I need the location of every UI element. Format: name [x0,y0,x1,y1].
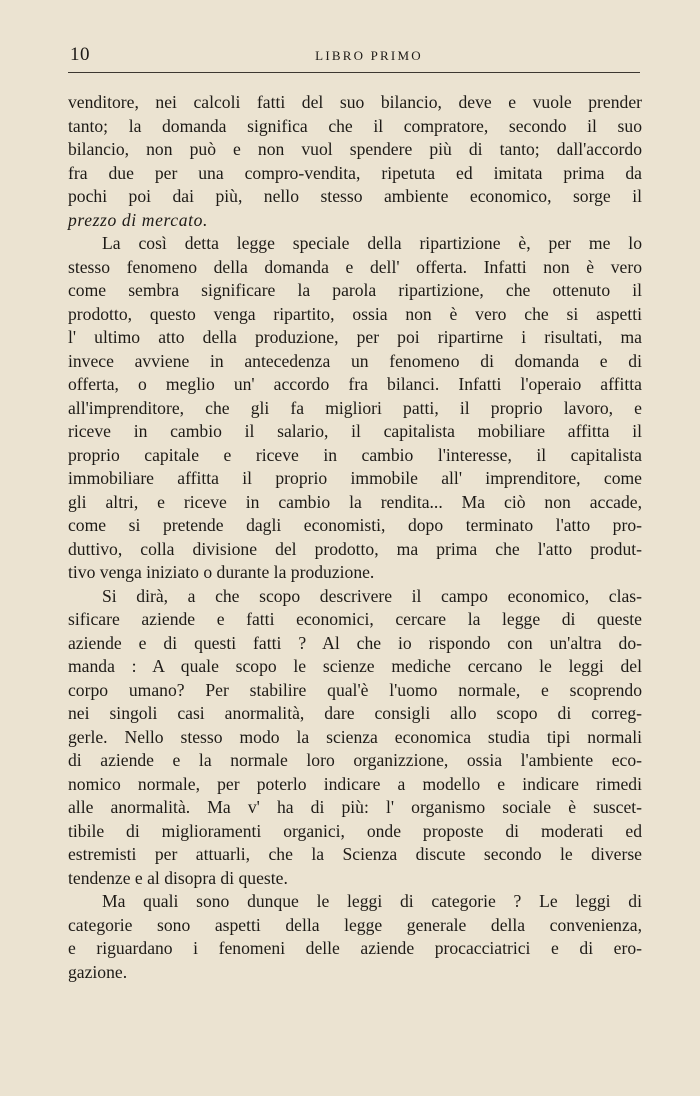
page-header [68,42,640,72]
text-line: tibile di miglioramenti organici, onde proposte di moderati ed [68,820,642,841]
text-line: stesso fenomeno della domanda e dell' offerta. Infatti non è vero [68,256,642,277]
text-line: sificare aziende e fatti economici, cercare la legge di queste [68,609,642,629]
text-line: prezzo di mercato. [68,209,208,230]
text-line: e riguardano i fenomeni delle aziende procacciatrici e di ero- [68,938,642,958]
text-line: immobiliare affitta il proprio immobile all' imprenditore, come [68,468,642,488]
text-line: duttivo, colla divisione del prodotto, ma prima che l'atto produt- [68,538,642,559]
text-line: di aziende e la normale loro organizzione, ossia l'ambiente eco- [68,750,642,770]
text-line: aziende e di questi fatti ? Al che io rispondo con un'altra do- [68,632,642,653]
text-line: come si pretende dagli economisti, dopo terminato l'atto pro- [68,515,642,535]
paragraph-1 [68,91,642,232]
text-line: l' ultimo atto della produzione, per poi ripartirne i risultati, ma [68,327,642,347]
text-line: offerta, o meglio un' accordo fra bilanci. Infatti l'operaio affitta [68,374,642,394]
text-line: all'imprenditore, che gli fa migliori patti, il proprio lavoro, e [68,397,642,418]
header-rule [68,72,640,73]
text-line: riceve in cambio il salario, il capitalista mobiliare affitta il [68,421,642,441]
running-title: LIBRO PRIMO [315,48,423,63]
text-line: gazione. [68,961,128,982]
text-line: prodotto, questo venga ripartito, ossia non è vero che si aspetti [68,303,642,324]
text-line: fra due per una compro-vendita, ripetuta ed imitata prima da [68,162,642,183]
text-line: corpo umano? Per stabilire qual'è l'uomo normale, e scoprendo [68,679,642,700]
text-line: alle anormalità. Ma v' ha di più: l' organismo sociale è suscet- [68,797,642,817]
text-line: come sembra significare la parola ripartizione, che ottenuto il [68,280,642,300]
paragraph-3 [68,585,642,891]
paragraph-2 [68,232,642,585]
text-line: venditore, nei calcoli fatti del suo bilancio, deve e vuole prender [68,92,642,112]
body-text [68,91,642,984]
text-line: tendenze e al disopra di queste. [68,867,288,888]
text-line: Ma quali sono dunque le leggi di categorie ? Le leggi di [102,891,642,911]
text-line: nei singoli casi anormalità, dare consigli allo scopo di correg- [68,703,642,723]
text-line: La così detta legge speciale della ripartizione è, per me lo [102,233,642,253]
text-line: nomico normale, per poterlo indicare a modello e indicare rimedi [68,773,642,794]
text-line: tanto; la domanda significa che il compratore, secondo il suo [68,115,642,136]
text-line: invece avviene in antecedenza un fenomeno di domanda e di [68,350,642,371]
text-line: gli altri, e riceve in cambio la rendita... Ma ciò non accade, [68,491,642,512]
text-line: manda : A quale scopo le scienze mediche cercano le leggi del [68,656,642,676]
text-line: gerle. Nello stesso modo la scienza economica studia tipi normali [68,726,642,747]
text-line: categorie sono aspetti della legge generale della convenienza, [68,914,642,935]
text-line: proprio capitale e riceve in cambio l'interesse, il capitalista [68,444,642,465]
text-line: bilancio, non può e non vuol spendere più di tanto; dall'accordo [68,139,642,159]
paragraph-4 [68,890,642,984]
text-line: pochi poi dai più, nello stesso ambiente economico, sorge il [68,186,642,206]
text-line: estremisti per attuarli, che la Scienza discute secondo le diverse [68,844,642,864]
text-line: Si dirà, a che scopo descrivere il campo economico, clas- [102,585,642,606]
page-number: 10 [70,44,90,65]
text-line: tivo venga iniziato o durante la produzione. [68,562,375,582]
